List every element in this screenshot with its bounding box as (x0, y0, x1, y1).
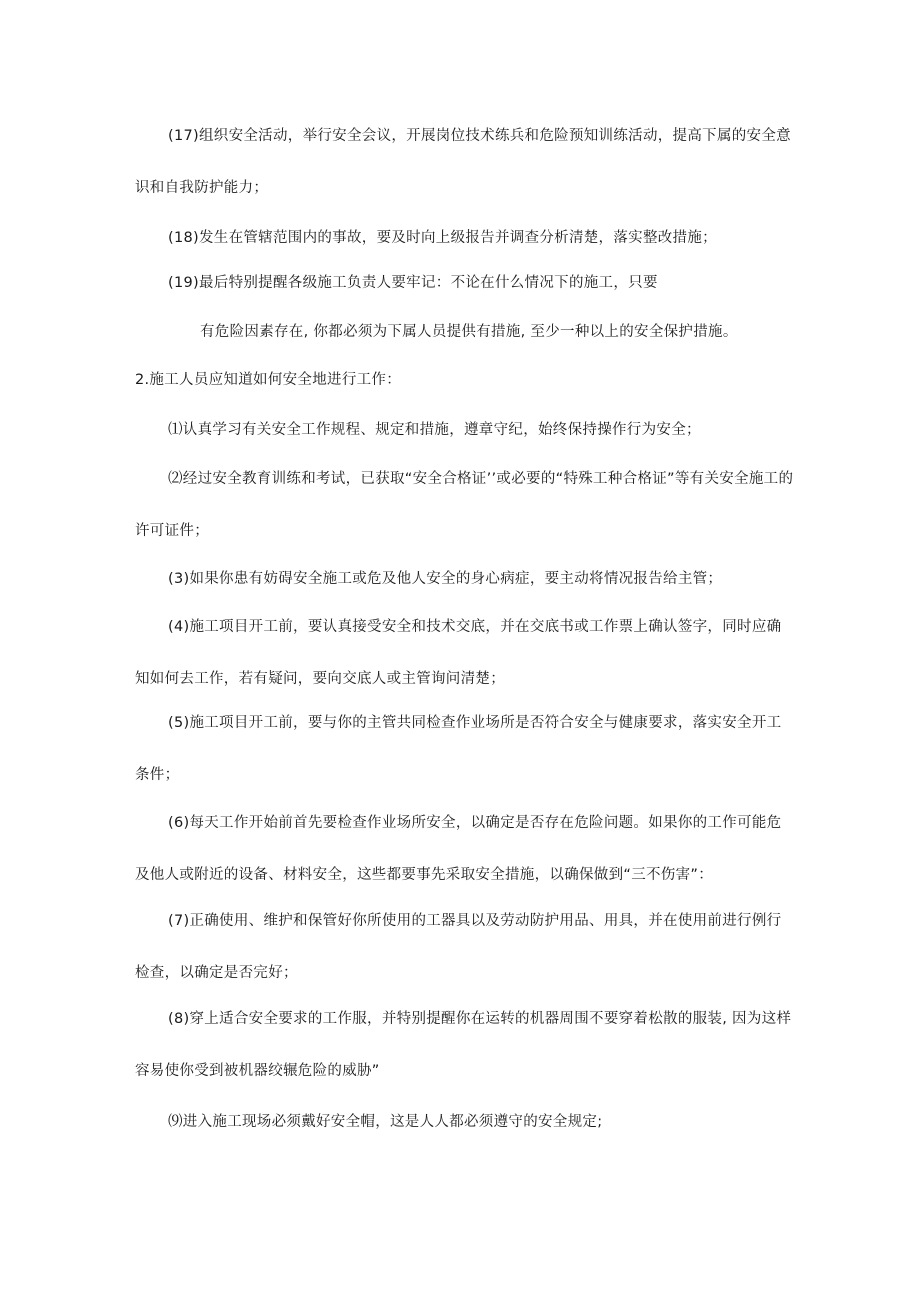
paragraph-18: (18)发生在管辖范围内的事故，要及时向上级报告并调查分析清楚，落实整改措施； (168, 230, 717, 246)
paragraph-19-continued: 有危险因素存在, 你都必须为下属人员提供有措施, 至少一种以上的安全保护措施。 (200, 324, 738, 340)
paragraph-19: (19)最后特别提醒各级施工负责人要牢记：不论在什么情况下的施工，只要 (168, 275, 658, 291)
paragraph-item-6: (6)每天工作开始前首先要检查作业场所安全，以确定是否存在危险问题。如果你的工作可能危及他人或附近的设备、材料安全，这些都要事先采取安全措施，以确保做到“三不伤害”： (135, 815, 782, 883)
paragraph-item-8: (8)穿上适合安全要求的工作服，并特别提醒你在运转的机器周围不要穿着松散的服装, 因为这样容易使你受到被机器绞辗危险的威胁” (135, 1011, 792, 1079)
section-heading-2: 2.施工人员应知道如何安全地进行工作： (135, 372, 402, 388)
paragraph-item-7: (7)正确使用、维护和保管好你所使用的工器具以及劳动防护用品、用具，并在使用前进行例行检查，以确定是否完好； (135, 913, 782, 981)
paragraph-item-5: (5)施工项目开工前，要与你的主管共同检查作业场所是否符合安全与健康要求，落实安全开工条件； (135, 715, 782, 783)
paragraph-item-1: ⑴认真学习有关安全工作规程、规定和措施，遵章守纪，始终保持操作行为安全； (168, 422, 701, 438)
paragraph-17: (17)组织安全活动，举行安全会议，开展岗位技术练兵和危险预知训练活动，提高下属的安全意识和自我防护能力； (135, 128, 791, 196)
paragraph-item-9: ⑼进入施工现场必须戴好安全帽，这是人人都必须遵守的安全规定; (168, 1114, 603, 1130)
paragraph-item-2: ⑵经过安全教育训练和考试，已获取“安全合格证’’或必要的“特殊工种合格证”等有关安全施工的许可证件； (135, 471, 794, 539)
paragraph-item-3: (3)如果你患有妨碍安全施工或危及他人安全的身心病症，要主动将情况报告给主管； (168, 571, 723, 587)
paragraph-item-4: (4)施工项目开工前，要认真接受安全和技术交底，并在交底书或工作票上确认签字，同时应确知如何去工作，若有疑问，要向交底人或主管询问清楚； (135, 619, 782, 687)
